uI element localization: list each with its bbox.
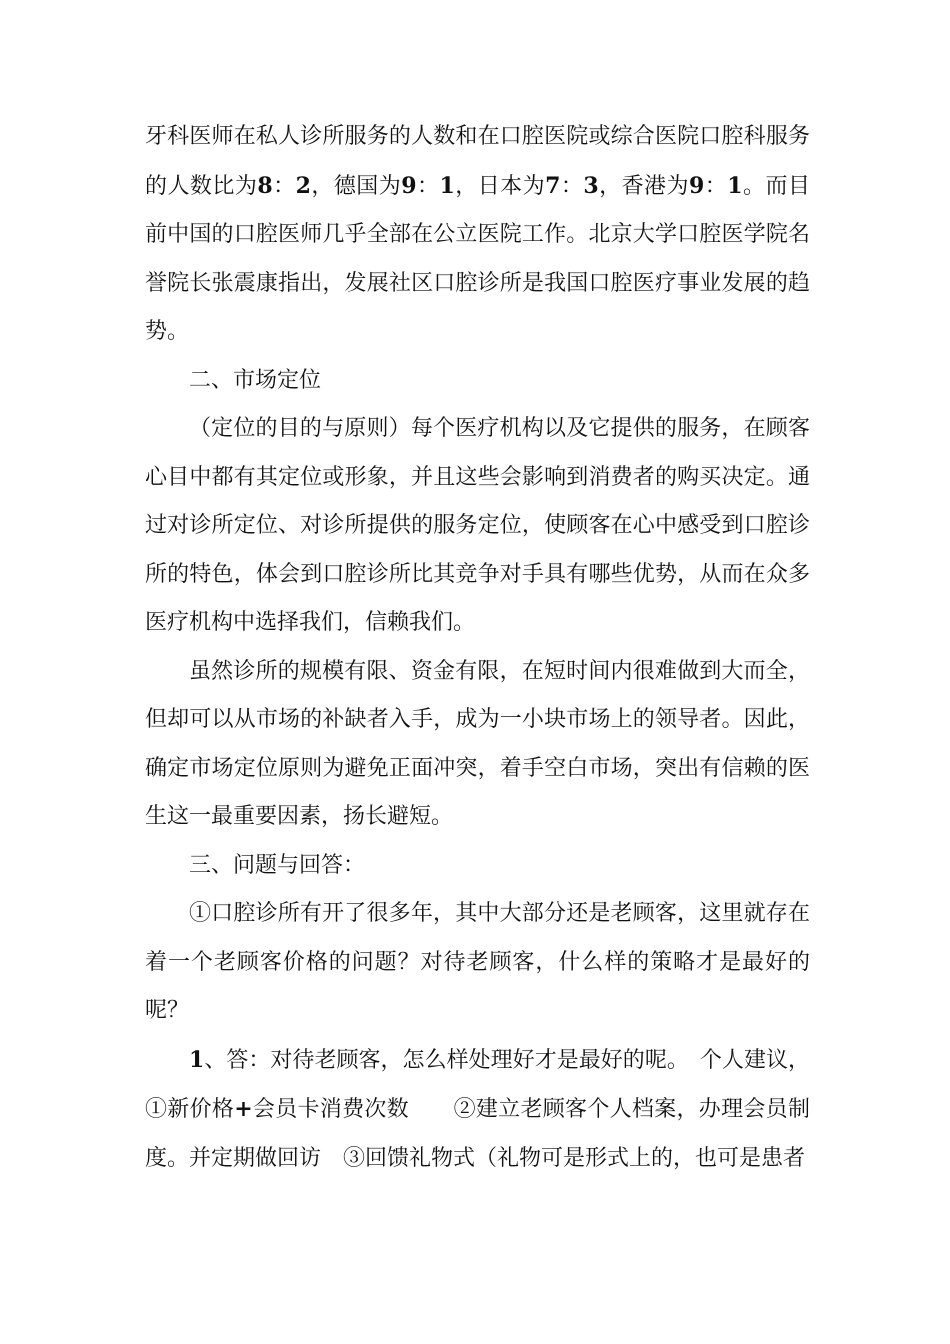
- text-segment: （定位的目的与原则）每个医疗机构以及它提供的服务，在顾客心目中都有其定位或形象，并且这些会影响到消费者的购买决定。通过对诊所定位、对诊所提供的服务定位，使顾客在心中感受到口腔诊所的特色，体会到口腔诊所比其竞争对手具有哪些优势，从而在众多医疗机构中选择我们，信赖我们。: [145, 416, 810, 635]
- text-segment: ：: [416, 173, 440, 199]
- paragraph-question-1: [145, 890, 810, 1036]
- paragraph-positioning-purpose: [145, 405, 810, 648]
- plus-sign: +: [234, 1096, 253, 1122]
- number-1: 1: [439, 172, 455, 199]
- document-body: [145, 113, 810, 1183]
- text-segment: 、答：对待老顾客，怎么样处理好才是最好的呢。 个人建议，①新价格: [145, 1047, 810, 1122]
- text-segment: ，日本为: [454, 173, 546, 199]
- text-segment: ：: [560, 173, 584, 199]
- number-9: 9: [689, 172, 705, 199]
- answer-number: 1: [189, 1046, 205, 1073]
- text-segment: ：: [272, 173, 296, 199]
- paragraph-answer-1: [145, 1036, 810, 1184]
- heading-market-positioning: [145, 357, 810, 406]
- number-9: 9: [401, 172, 417, 199]
- text-segment: ：: [704, 173, 728, 199]
- number-8: 8: [257, 172, 273, 199]
- heading-text: 三、问题与回答：: [189, 852, 366, 878]
- text-segment: ，德国为: [310, 173, 402, 199]
- heading-questions-answers: [145, 842, 810, 891]
- paragraph-dentist-ratio: [145, 113, 810, 357]
- text-segment: 虽然诊所的规模有限、资金有限，在短时间内很难做到大而全，但却可以从市场的补缺者入手，成为一小块市场上的领导者。因此，确定市场定位原则为避免正面冲突，着手空白市场，突出有信赖的医生这一最重要因素，扬长避短。: [145, 658, 810, 829]
- text-segment: ①口腔诊所有开了很多年，其中大部分还是老顾客，这里就存在着一个老顾客价格的问题？对待老顾客，什么样的策略才是最好的呢？: [145, 901, 810, 1023]
- number-3: 3: [583, 172, 599, 199]
- number-1: 1: [727, 172, 743, 199]
- text-segment: ，香港为: [598, 173, 689, 199]
- text-segment: 牙科医师在私人诊所服务的人数和在口腔医院或综合医院口腔科服务的人数比为: [145, 124, 810, 199]
- text-segment: 会员卡消费次数 ②建立老顾客个人档案，办理会员制度。并定期做回访 ③回馈礼物式（礼物可是形式上的，也可是患者: [145, 1097, 810, 1171]
- heading-text: 二、市场定位: [189, 367, 322, 393]
- paragraph-positioning-principle: [145, 648, 810, 842]
- text-segment: 。而目前中国的口腔医师几乎全部在公立医院工作。北京大学口腔医学院名誉院长张震康指出，发展社区口腔诊所是我国口腔医疗事业发展的趋势。: [145, 173, 810, 344]
- number-2: 2: [295, 172, 311, 199]
- number-7: 7: [545, 172, 561, 199]
